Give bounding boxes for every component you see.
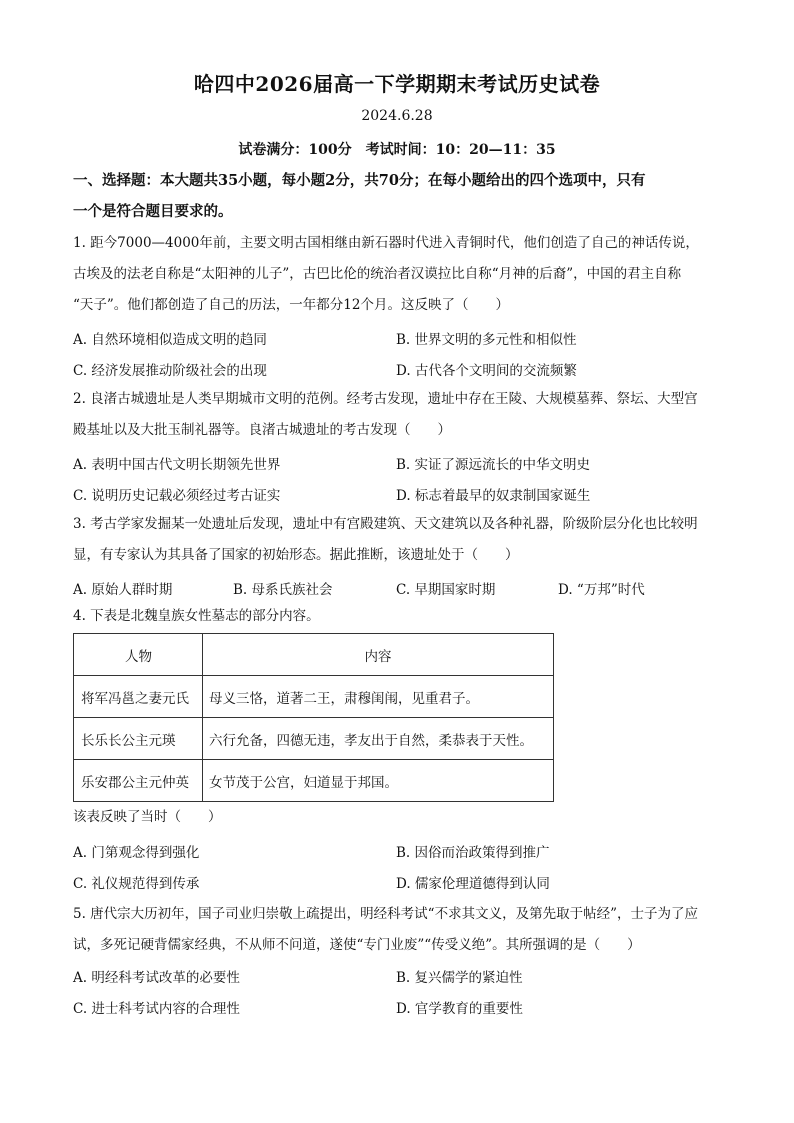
q3-option-a: A. 原始人群时期 <box>73 582 173 598</box>
table-cell-person: 乐安郡公主元仲英 <box>74 760 203 802</box>
q4-table <box>73 633 554 802</box>
q4-line1: 4. 下表是北魏皇族女性墓志的部分内容。 <box>73 608 320 624</box>
q2-option-b: B. 实证了源远流长的中华文明史 <box>396 457 591 473</box>
table-cell-person: 长乐长公主元瑛 <box>74 718 203 760</box>
q1-option-b: B. 世界文明的多元性和相似性 <box>396 332 577 348</box>
q5-line2: 试，多死记硬背儒家经典，不从师不问道，遂使“专门业废”“传受义绝”。其所强调的是（ ） <box>73 937 641 953</box>
q4-after: 该表反映了当时（ ） <box>73 809 222 825</box>
q2-line1: 2. 良渚古城遗址是人类早期城市文明的范例。经考古发现，遗址中存在王陵、大规模墓葬、祭坛、大型宫 <box>73 391 698 407</box>
q1-line3: “天子”。他们都创造了自己的历法，一年都分12个月。这反映了（ ） <box>73 297 509 313</box>
q1-option-c: C. 经济发展推动阶级社会的出现 <box>73 363 267 379</box>
q4-option-b: B. 因俗而治政策得到推广 <box>396 845 550 861</box>
q2-option-a: A. 表明中国古代文明长期领先世界 <box>73 457 281 473</box>
table-cell-person: 将军冯邕之妻元氏 <box>74 676 203 718</box>
q1-line2: 古埃及的法老自称是“太阳神的儿子”，古巴比伦的统治者汉谟拉比自称“月神的后裔”，中国的君主自称 <box>73 266 682 282</box>
section-heading-line1: 一、选择题：本大题共35小题，每小题2分，共70分；在每小题给出的四个选项中，只有 <box>73 172 646 189</box>
exam-date: 2024.6.28 <box>361 108 433 124</box>
q2-option-d: D. 标志着最早的奴隶制国家诞生 <box>396 488 591 504</box>
table-header-row <box>74 634 554 676</box>
table-cell-content: 母义三恪，道著二王，肃穆闺闱，见重君子。 <box>203 676 554 718</box>
q5-option-a: A. 明经科考试改革的必要性 <box>73 970 240 986</box>
exam-meta: 试卷满分：100分 考试时间：10：20—11：35 <box>238 142 556 158</box>
q5-line1: 5. 唐代宗大历初年，国子司业归崇敬上疏提出，明经科考试“不求其文义，及第先取于帖经”，士子为了应 <box>73 906 698 922</box>
q5-option-c: C. 进士科考试内容的合理性 <box>73 1001 240 1017</box>
q1-option-a: A. 自然环境相似造成文明的趋同 <box>73 332 267 348</box>
exam-title: 哈四中2026届高一下学期期末考试历史试卷 <box>193 72 601 96</box>
section-heading-line2: 一个是符合题目要求的。 <box>73 203 233 220</box>
table-cell-content: 女节茂于公宫，妇道显于邦国。 <box>203 760 554 802</box>
table-row <box>74 676 554 718</box>
q2-line2: 殿基址以及大批玉制礼器等。良渚古城遗址的考古发现（ ） <box>73 422 451 438</box>
q3-line2: 显，有专家认为其具备了国家的初始形态。据此推断，该遗址处于（ ） <box>73 547 519 563</box>
q2-option-c: C. 说明历史记载必须经过考古证实 <box>73 488 281 504</box>
q3-line1: 3. 考古学家发掘某一处遗址后发现，遗址中有宫殿建筑、天文建筑以及各种礼器，阶级阶层分化也比较明 <box>73 516 698 532</box>
q3-option-b: B. 母系氏族社会 <box>233 582 333 598</box>
q1-line1: 1. 距今7000—4000年前，主要文明古国相继由新石器时代进入青铜时代，他们创造了自己的神话传说， <box>73 235 699 251</box>
q1-option-d: D. 古代各个文明间的交流频繁 <box>396 363 577 379</box>
q4-option-c: C. 礼仪规范得到传承 <box>73 876 200 892</box>
q5-option-d: D. 官学教育的重要性 <box>396 1001 523 1017</box>
q3-option-d: D. “万邦”时代 <box>558 582 645 598</box>
table-header-content: 内容 <box>203 634 554 676</box>
q5-option-b: B. 复兴儒学的紧迫性 <box>396 970 523 986</box>
table-header-person: 人物 <box>74 634 203 676</box>
table-cell-content: 六行允备，四德无违，孝友出于自然，柔恭表于天性。 <box>203 718 554 760</box>
table-row <box>74 760 554 802</box>
q4-option-d: D. 儒家伦理道德得到认同 <box>396 876 550 892</box>
q4-option-a: A. 门第观念得到强化 <box>73 845 200 861</box>
table-row <box>74 718 554 760</box>
q3-option-c: C. 早期国家时期 <box>396 582 496 598</box>
